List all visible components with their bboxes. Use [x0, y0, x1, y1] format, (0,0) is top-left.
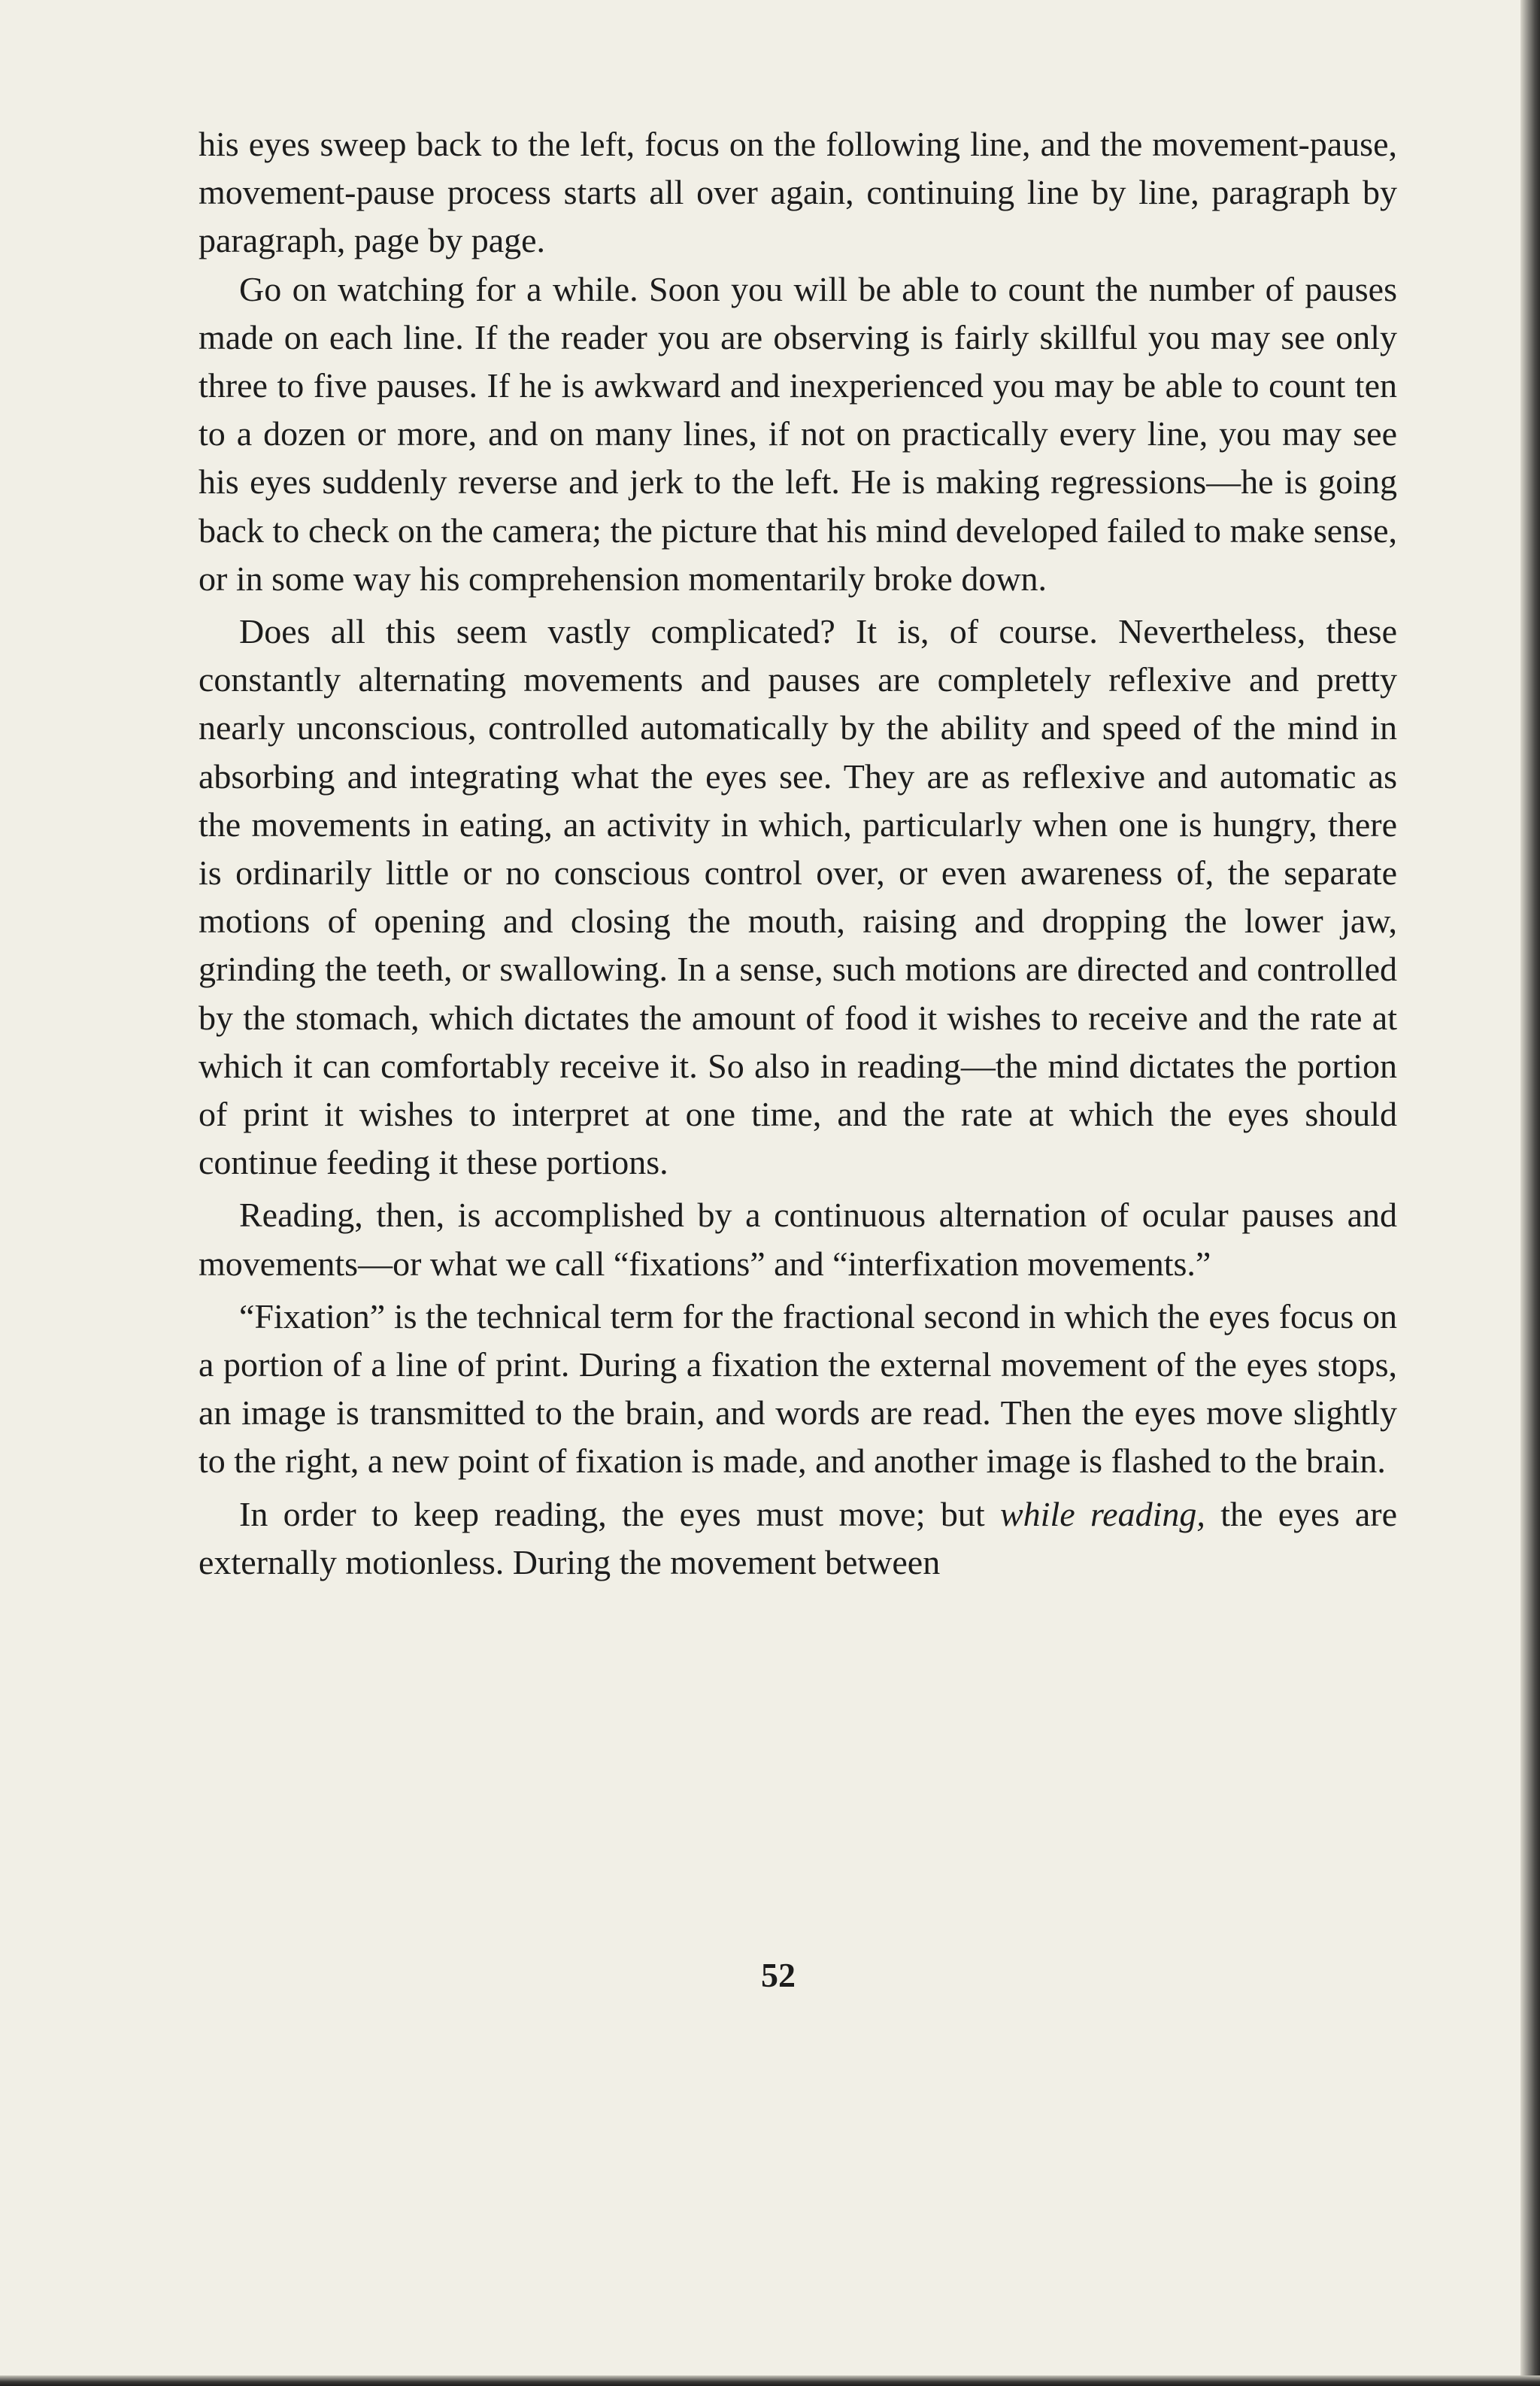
- text-run: the eyes are externally motionless. During the movement between: [199, 1494, 1397, 1581]
- book-spine-edge: [1520, 0, 1540, 2386]
- paragraph: “Fixation” is the technical term for the fractional second in which the eyes focus on a portion of a line of print. During a fixation the external movement of the eyes stops, an image is transmitted to the brain, and words are read. Then the eyes move slightly to the right, a new point of fixation is made, and another image is flashed to the brain.: [199, 1296, 1397, 1481]
- italic-text-run: while reading,: [999, 1494, 1205, 1533]
- paragraph: Does all this seem vastly complicated? It is, of course. Nevertheless, these constantly alternating movements and pauses are completely reflexive and pretty nearly unconscious, controlled automatically by the ability and speed of the mind in absorbing and integrating what the eyes see. They are as reflexive and automatic as the movements in eating, an activity in which, particularly when one is hungry, there is ordinarily little or no conscious control over, or even awareness of, the separate motions of opening and closing the mouth, raising and dropping the lower jaw, grinding the teeth, or swallowing. In a sense, such motions are directed and controlled by the stomach, which dictates the amount of food it wishes to receive and the rate at which it can comfortably receive it. So also in reading—the mind dictates the portion of print it wishes to interpret at one time, and the rate at which the eyes should continue feeding it these portions.: [199, 612, 1397, 1182]
- paragraph: Reading, then, is accomplished by a continuous alternation of ocular pauses and movements—or what we call “fixations” and “interfixation movements.”: [199, 1196, 1397, 1283]
- body-text: [199, 120, 1397, 1587]
- page-number-text: 52: [761, 1956, 796, 1994]
- paragraph-last: [199, 1490, 1397, 1587]
- page-number: [0, 1955, 1540, 1995]
- paragraph: Go on watching for a while. Soon you will be able to count the number of pauses made on each line. If the reader you are observing is fairly skillful you may see only three to five pauses. If he is awkward and inexperienced you may be able to count ten to a dozen or more, and on many lines, if not on practically every line, you may see his eyes suddenly reverse and jerk to the left. He is making regressions—he is going back to check on the camera; the picture that his mind developed failed to make sense, or in some way his comprehension momentarily broke down.: [199, 269, 1397, 598]
- page-bottom-edge: [0, 2375, 1540, 2386]
- text-run: In order to keep reading, the eyes must move; but: [239, 1494, 1000, 1533]
- paragraph-continued: his eyes sweep back to the left, focus on the following line, and the movement-pause, movement-pause process starts all over again, continuing line by line, paragraph by paragraph, page by page.: [199, 125, 1397, 260]
